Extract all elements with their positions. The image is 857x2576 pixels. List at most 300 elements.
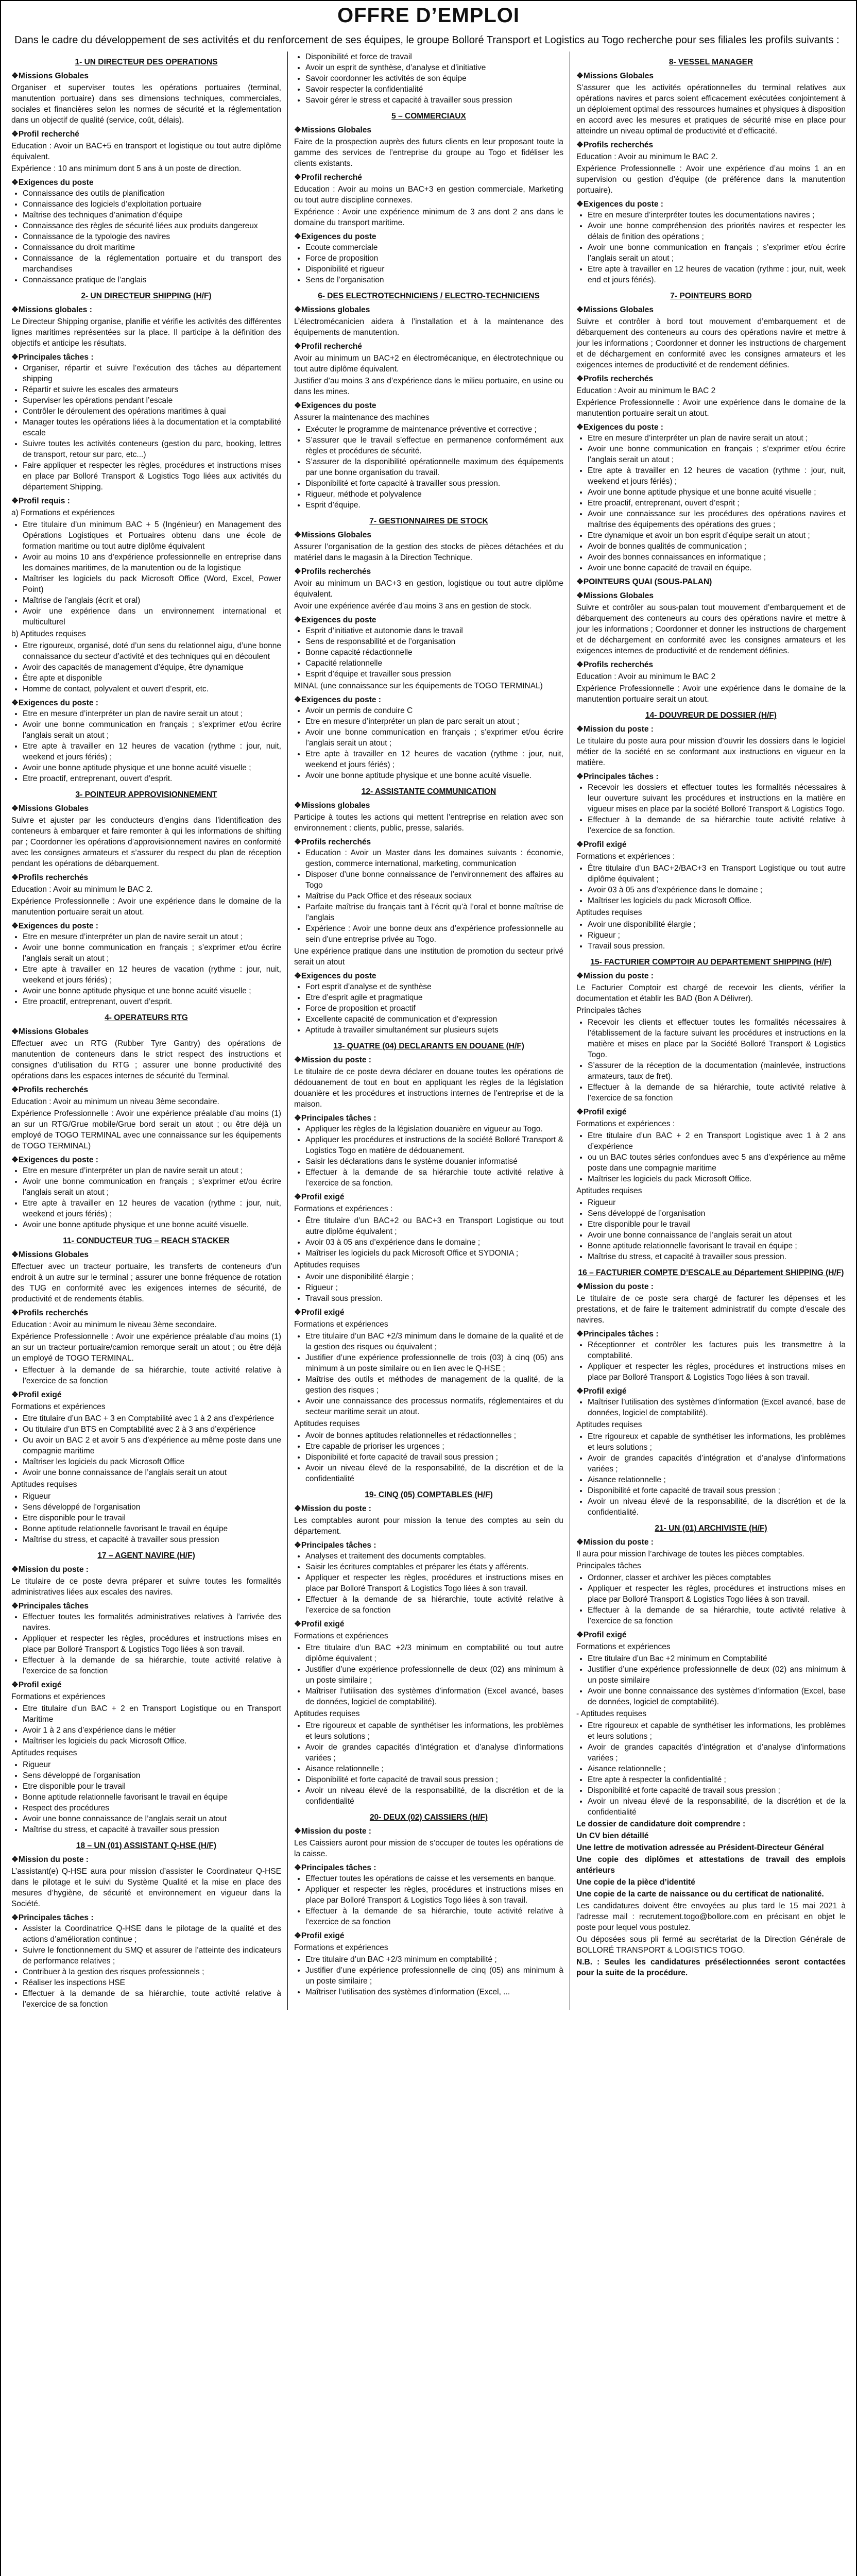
subheading: ❖ Exigences du poste (294, 971, 563, 981)
bullet-item: • Etre disponible pour le travail (23, 1781, 281, 1792)
bullet-item: • Maîtriser les logiciels du pack Microsoft Office (Word, Excel, Power Point) (23, 573, 281, 595)
bullet-item: • Etre titulaire d’un BAC +2/3 minimum en comptabilité ou tout autre diplôme équivalent ; (305, 1642, 563, 1664)
bullet-item: • Maîtrise de l’anglais (écrit et oral) (23, 595, 281, 606)
subheading: ❖ Profils recherchés (294, 837, 563, 848)
paragraph: Aptitudes requises (576, 908, 642, 917)
subheading: ❖ Profils recherchés (11, 1084, 281, 1095)
bullet-item: • Avoir une expérience dans un environnement international et multiculturel (23, 606, 281, 628)
paragraph: Education : Avoir au minimum le niveau 3ème secondaire. (11, 1320, 217, 1329)
section-title: 1- UN DIRECTEUR DES OPERATIONS (75, 58, 218, 66)
bullet-item: • Disponibilité et forte capacité de travail sous pression ; (305, 1452, 563, 1463)
bullet-item: • Etre titulaire d’un BAC +2/3 minimum en comptabilité ; (305, 1954, 563, 1965)
subheading: ❖ Exigences du poste (294, 231, 563, 242)
section-title: 11- CONDUCTEUR TUG – REACH STACKER (63, 1236, 230, 1245)
bullet-item: • Etre rigoureux et capable de synthétiser les informations, les problèmes et leurs solutions ; (588, 1431, 846, 1453)
bullet-list (11, 1413, 281, 1478)
bullet-item: • S’assurer de la réception de la documentation (mainlevée, instructions armateurs, taux de fret). (588, 1060, 846, 1082)
bullet-list (576, 919, 846, 952)
paragraph: Une expérience pratique dans une institution de promotion du secteur privé serait un atout (294, 947, 563, 967)
bullet-item: • Exécuter le programme de maintenance préventive et corrective ; (305, 424, 563, 435)
bullet-item: • Avoir 03 à 05 ans d’expérience dans le domaine ; (588, 885, 846, 895)
bullet-item: • Sens de l’organisation (305, 275, 563, 285)
subheading: ❖ Exigences du poste (294, 400, 563, 411)
section-title: 21- UN (01) ARCHIVISTE (H/F) (655, 1524, 767, 1533)
application-note: Une lettre de motivation adressée au Président-Directeur Général (576, 1843, 824, 1852)
bullet-item: • Etre capable de prioriser les urgences ; (305, 1441, 563, 1452)
section-title: 6- DES ELECTROTECHNICIENS / ELECTRO-TECHNICIENS (318, 292, 540, 300)
bullet-item: • Force de proposition (305, 253, 563, 264)
subheading: ❖ Profil recherché (294, 341, 563, 352)
bullet-list (11, 1165, 281, 1230)
bullet-list (11, 931, 281, 1007)
bullet-item: • Etre proactif, entreprenant, ouvert d’esprit. (23, 996, 281, 1007)
subheading: ❖ Mission du poste : (576, 1281, 846, 1292)
section-title: 8- VESSEL MANAGER (669, 58, 753, 66)
paragraph: Organiser et superviser toutes les opérations portuaires (terminal, manutention portuaire) dans ses dimensions techniques, commerciales, sociales et financières selon les normes de sécurité et la réglementation dans un objectif de qualité (service, coût, délais). (11, 83, 281, 125)
bullet-item: • Etre titulaire d’un minimum BAC + 5 (Ingénieur) en Management des Opérations Logistiques et Portuaires obtenu dans une école de formation maritime ou tout autre diplôme équivalent (23, 519, 281, 552)
bullet-item: • Assister la Coordinatrice Q-HSE dans le pilotage de la qualité et des actions d’amélioration continue ; (23, 1923, 281, 1945)
subheading: ❖ Profils recherchés (11, 1308, 281, 1318)
bullet-item: • Etre en mesure d’interpréter un plan de navire serait un atout ; (23, 1165, 281, 1176)
paragraph: Expérience : 10 ans minimum dont 5 ans à un poste de direction. (11, 164, 242, 173)
bullet-item: • Contrôler le déroulement des opérations maritimes à quai (23, 406, 281, 417)
paragraph: Assurer la maintenance des machines (294, 413, 430, 422)
subheading: ❖ Profil exigé (294, 1619, 563, 1630)
bullet-item: • Sens développé de l’organisation (23, 1502, 281, 1513)
bullet-item: • Faire appliquer et respecter les règles, procédures et instructions mises en place par Bolloré Transport & Logistics Togo liées aux activités du département Shipping. (23, 460, 281, 493)
bullet-list (294, 1272, 563, 1304)
column-1 (5, 52, 287, 2010)
bullet-item: • Appliquer et respecter les règles, procédures et instructions mises en place par Bolloré Transport & Logistics Togo liées à son travail. (305, 1572, 563, 1594)
bullet-item: • Fort esprit d’analyse et de synthèse (305, 981, 563, 992)
bullet-item: • Être titulaire d’un BAC+2 ou BAC+3 en Transport Logistique ou tout autre diplôme équivalent ; (305, 1215, 563, 1237)
bullet-list (576, 1340, 846, 1383)
bullet-item: • Effectuer à la demande de sa hiérarchie, toute activité relative à l’exercice de sa fonction (305, 1594, 563, 1616)
paragraph: MINAL (une connaissance sur les équipements de TOGO TERMINAL) (294, 682, 543, 690)
paragraph: Participe à toutes les actions qui mettent l’entreprise en relation avec son environnement : clients, public, presse, salariés. (294, 813, 563, 833)
bullet-item: • Etre titulaire d’un Bac +2 minimum en Comptabilité (588, 1653, 846, 1664)
subheading: ❖ Exigences du poste : (11, 921, 281, 931)
bullet-item: • Avoir une disponibilité élargie ; (305, 1272, 563, 1282)
section-title: 3- POINTEUR APPROVISIONNEMENT (75, 790, 217, 799)
section-title: 16 – FACTURIER COMPTE D’ESCALE au Département SHIPPING (H/F) (578, 1268, 844, 1277)
bullet-list (11, 1923, 281, 2010)
bullet-item: • Etre apte à travailler en 12 heures de vacation (rythme : jour, nuit, weekend et jours fériés) ; (305, 749, 563, 770)
bullet-item: • Connaissance des outils de planification (23, 188, 281, 199)
bullet-item: • Maîtriser les logiciels du pack Microsoft Office. (588, 1174, 846, 1184)
bullet-item: • Avoir une bonne communication en français ; s’exprimer et/ou écrire l’anglais serait un atout ; (588, 242, 846, 264)
bullet-item: • Avoir un permis de conduire C (305, 705, 563, 716)
paragraph: Expérience Professionnelle : Avoir une expérience d’au moins 1 an en supervision ou gestion d’équipe (de préférence dans la manutention portuaire). (576, 164, 846, 195)
section-title: 17 – AGENT NAVIRE (H/F) (97, 1551, 195, 1560)
bullet-item: • Etre en mesure d’interpréter un plan de navire serait un atout ; (588, 433, 846, 444)
bullet-item: • Avoir une bonne communication en français ; s’exprimer et/ou écrire l’anglais serait un atout ; (23, 1176, 281, 1198)
bullet-item: • Effectuer toutes les opérations de caisse et les versements en banque. (305, 1873, 563, 1884)
paragraph: a) Formations et expériences (11, 509, 115, 517)
bullet-item: • Répartir et suivre les escales des armateurs (23, 384, 281, 395)
bullet-item: • Avoir une bonne connaissance des systèmes d’information (Excel, base de données, logiciel de comptabilité). (588, 1686, 846, 1707)
bullet-item: • Ou avoir un BAC 2 et avoir 5 ans d’expérience au même poste dans une compagnie maritime (23, 1435, 281, 1456)
bullet-item: • Etre apte à travailler en 12 heures de vacation (rythme : jour, nuit, week end et jours fériés). (588, 264, 846, 285)
columns (1, 52, 856, 2010)
subheading: ❖ Profil exigé (294, 1307, 563, 1318)
bullet-item: • Bonne aptitude relationnelle favorisant le travail en équipe (23, 1792, 281, 1803)
paragraph: Education : Avoir un BAC+5 en transport et logistique ou tout autre diplôme équivalent. (11, 142, 281, 161)
paragraph: Ou déposées sous pli fermé au secrétariat de la Direction Générale de BOLLORÉ TRANSPORT & LOGISTICS TOGO. (576, 1935, 846, 1955)
bullet-item: • Connaissance pratique de l’anglais (23, 275, 281, 285)
subheading: ❖ Exigences du poste : (11, 1155, 281, 1165)
subheading: ❖ Mission du poste : (11, 1854, 281, 1865)
paragraph: Suivre et ajuster par les conducteurs d’engins dans l’identification des conteneurs à embarquer et faire remonter à qui les informations de shifting par ; Coordonner les opérations d’approvisionnement navires en conformité avec les consignes armateurs et s’assurer du respect du plan de réception pendant les opérations de débarquement. (11, 816, 281, 868)
bullet-list (576, 782, 846, 836)
paragraph: Formations et expériences : (576, 852, 675, 861)
paragraph: S’assurer que les activités opérationnelles du terminal relatives aux opérations navires et parcs soient efficacement exécutées conjointement à un déploiement optimal des ressources humaines et physiques à disposition en accord avec les mesures et pratiques de sécurité mise en place pour atteindre un niveau optimal de productivité et d’efficacité. (576, 83, 846, 135)
bullet-list (576, 1431, 846, 1518)
subheading: ❖ Exigences du poste (11, 177, 281, 188)
paragraph: Suivre et contrôler au sous-palan tout mouvement d’embarquement et de débarquement des conteneurs au cours des opérations navire et mettre à jour les informations ; Coordonner et donner les instructions de chargement et de déchargement en conformité avec les consignes armateurs et les exigences internes de productivité et de rendement définies. (576, 603, 846, 655)
intro-paragraph: Dans le cadre du développement de ses activités et du renforcement de ses équipes, le groupe Bolloré Transport et Logistics au Togo recherche pour ses filiales les profils suivants : (14, 35, 839, 46)
bullet-item: • Disposer d’une bonne connaissance de l’environnement des affaires au Togo (305, 869, 563, 891)
bullet-item: • Appliquer et respecter les règles, procédures et instructions mises en place par Bolloré Transport & Logistics Togo liées à son travail. (305, 1884, 563, 1906)
bullet-item: • ou un BAC toutes séries confondues avec 5 ans d’expérience au même poste dans une compagnie maritime (588, 1152, 846, 1174)
paragraph: Formations et expériences (294, 1320, 388, 1329)
bullet-item: • Maîtriser les logiciels du pack Microsoft Office (23, 1456, 281, 1467)
bullet-item: • Avoir une bonne aptitude physique et une bonne acuité visuelle ; (588, 487, 846, 498)
bullet-item: • Avoir une bonne aptitude physique et une bonne acuité visuelle. (305, 770, 563, 781)
bullet-item: • Respect des procédures (23, 1803, 281, 1814)
bullet-item: • Bonne capacité rédactionnelle (305, 647, 563, 658)
bullet-list (294, 848, 563, 945)
subheading: ❖ Profil recherché (11, 129, 281, 140)
bullet-item: • Aisance relationnelle ; (588, 1475, 846, 1485)
bullet-item: • Réaliser les inspections HSE (23, 1977, 281, 1988)
bullet-item: • Connaissance des règles de sécurité liées aux produits dangereux (23, 221, 281, 231)
paragraph: Suivre et contrôler à bord tout mouvement d’embarquement et de débarquement des conteneurs au cours des opérations navire et mettre à jour les informations ; Coordonner et donner les instructions de chargement et de déchargement en conformité avec les consignes armateurs et les exigences internes de productivité et de rendement définies. (576, 317, 846, 369)
subheading: ❖ Missions Globales (11, 1026, 281, 1037)
subheading: ❖ Principales tâches : (576, 771, 846, 782)
paragraph: Assurer l’organisation de la gestion des stocks de pièces détachées et du matériel dans le magasin à la Direction Technique. (294, 543, 563, 562)
subheading: ❖ Principales tâches : (11, 1912, 281, 1923)
bullet-item: • Avoir de bonnes aptitudes relationnelles et rédactionnelles ; (305, 1430, 563, 1441)
subheading: ❖ Profil exigé (11, 1680, 281, 1690)
paragraph: Education : Avoir au minimum le BAC 2. (11, 885, 153, 894)
paragraph: Le titulaire du poste aura pour mission d’ouvrir les dossiers dans le logiciel métier de la société en se conformant aux instructions en vigueur en la matière. (576, 737, 846, 767)
bullet-item: • Savoir gérer le stress et capacité à travailler sous pression (305, 95, 563, 106)
subheading: ❖ Principales tâches : (576, 1329, 846, 1340)
bullet-item: • Ecoute commerciale (305, 242, 563, 253)
bullet-item: • Avoir de grandes capacités d’intégration et d’analyse d’informations variées ; (305, 1742, 563, 1764)
bullet-list (11, 188, 281, 285)
bullet-item: • Savoir respecter la confidentialité (305, 84, 563, 95)
subheading: ❖ Principales tâches (11, 1601, 281, 1612)
bullet-item: • Rigueur ; (305, 1282, 563, 1293)
bullet-item: • Avoir un niveau élevé de la responsabilité, de la discrétion et de la confidentialité (305, 1463, 563, 1484)
bullet-item: • Etre dynamique et avoir un bon esprit d’équipe serait un atout ; (588, 530, 846, 541)
subheading: ❖ Missions globales (294, 800, 563, 811)
bullet-item: • Bonne aptitude relationnelle favorisant le travail en équipe (23, 1523, 281, 1534)
paragraph: Expérience Professionnelle : Avoir une expérience préalable d’au moins (1) an sur un RTG/Grue mobile/Grue bord serait un atout ; ou être déjà un employé de TOGO TERMINAL avec une connaissance sur les équipements de TOGO TERMINAL) (11, 1109, 281, 1150)
bullet-item: • Aisance relationnelle ; (305, 1764, 563, 1774)
bullet-item: • Rigueur (23, 1491, 281, 1502)
bullet-list (11, 708, 281, 784)
subheading: ❖ Profils recherchés (294, 566, 563, 577)
bullet-item: • Disponibilité et forte capacité de travail sous pression ; (305, 1774, 563, 1785)
bullet-item: • Maîtrise du stress, et capacité à travailler sous pression (23, 1824, 281, 1835)
application-note: Un CV bien détaillé (576, 1832, 649, 1840)
section-title: 12- ASSISTANTE COMMUNICATION (361, 787, 496, 796)
bullet-item: • Justifier d’une expérience professionnelle de deux (02) ans minimum à un poste similaire ; (305, 1664, 563, 1686)
paragraph: Expérience Professionnelle : Avoir une expérience dans le domaine de la manutention portuaire serait un atout. (576, 398, 846, 418)
paragraph: Aptitudes requises (11, 1749, 77, 1757)
bullet-item: • Justifier d’une expérience professionnelle de deux (02) ans minimum à un poste similaire (588, 1664, 846, 1686)
paragraph: Aptitudes requises (11, 1480, 77, 1489)
paragraph: Le Directeur Shipping organise, planifie et vérifie les activités des différentes lignes maritimes représentées sur la place. Il participe à la définition des objectifs et anticipe les résultats. (11, 317, 281, 348)
bullet-item: • Avoir 03 à 05 ans d’expérience dans le domaine ; (305, 1237, 563, 1248)
subheading: ❖ Mission du poste : (11, 1564, 281, 1575)
subheading: ❖ Mission du poste : (294, 1055, 563, 1065)
bullet-list (11, 519, 281, 628)
bullet-item: • Avoir une disponibilité élargie ; (588, 919, 846, 930)
bullet-item: • Maîtrise du stress, et capacité à travailler sous pression (23, 1534, 281, 1545)
bullet-list (294, 1642, 563, 1707)
bullet-list (294, 1551, 563, 1616)
bullet-item: • Appliquer les règles de la législation douanière en vigueur au Togo. (305, 1124, 563, 1134)
bullet-item: • Avoir une bonne communication en français ; s’exprimer et/ou écrire l’anglais serait un atout ; (23, 719, 281, 741)
bullet-item: • Avoir une bonne capacité de travail en équipe. (588, 563, 846, 573)
bullet-item: • Etre titulaire d’un BAC + 3 en Comptabilité avec 1 à 2 ans d’expérience (23, 1413, 281, 1424)
bullet-item: • Rigueur (588, 1197, 846, 1208)
bullet-item: • Avoir des bonnes connaissances en informatique ; (588, 552, 846, 563)
paragraph: Le Facturier Comptoir est chargé de recevoir les clients, vérifier la documentation et établir les BAD (Bon A Délivrer). (576, 984, 846, 1003)
bullet-list (576, 1017, 846, 1104)
paragraph: Expérience Professionnelle : Avoir une expérience préalable d’au moins (1) an sur un tracteur portuaire/camion remorque serait un atout ; ou être déjà un employé de TOGO TERMINAL. (11, 1332, 281, 1363)
bullet-item: • Parfaite maîtrise du français tant à l’écrit qu’à l’oral et bonne maîtrise de l’anglais (305, 902, 563, 923)
bullet-list (576, 1397, 846, 1418)
bullet-item: • Avoir une connaissance des processus normatifs, réglementaires et du secteur maritime serait un atout. (305, 1396, 563, 1417)
section-title: 19- CINQ (05) COMPTABLES (H/F) (365, 1490, 493, 1499)
bullet-item: • Effectuer à la demande de sa hiérarchie, toute activité relative à l’exercice de sa fonction (588, 1082, 846, 1104)
bullet-item: • Maîtriser l’utilisation des systèmes d’information (Excel avancé, bases de données, logiciel de comptabilité). (305, 1686, 563, 1707)
bullet-item: • Saisir les déclarations dans le système douanier informatisé (305, 1156, 563, 1167)
bullet-list (294, 981, 563, 1036)
paragraph: Aptitudes requises (294, 1419, 360, 1428)
subheading: ❖ Principales tâches : (294, 1862, 563, 1873)
paragraph: Principales tâches (576, 1006, 641, 1015)
subheading: ❖ Profil exigé (576, 1630, 846, 1640)
bullet-item: • Avoir au moins 10 ans d’expérience professionnelle en entreprise dans les domaines maritimes, de la manutention ou de la logistique (23, 552, 281, 573)
section-title: 4- OPERATEURS RTG (105, 1013, 188, 1022)
bullet-item: • Appliquer les procédures et instructions de la société Bolloré Transport & Logistics Togo en matière de dédouanement. (305, 1134, 563, 1156)
paragraph: Le titulaire de ce poste devra déclarer en douane toutes les opérations de dédouanement de tout en bout en appliquant les règles de la législation douanière et les procédures et instructions internes de l’entreprise et de la maison. (294, 1067, 563, 1109)
bullet-item: • Avoir de grandes capacités d’intégration et d’analyse d’informations variées ; (588, 1742, 846, 1764)
bullet-item: • Maîtrise des techniques d’animation d’équipe (23, 210, 281, 221)
subheading: ❖ Missions Globales (576, 71, 846, 81)
bullet-item: • Esprit d’initiative et autonomie dans le travail (305, 625, 563, 636)
bullet-item: • Effectuer à la demande de sa hiérarchie, toute activité relative à l’exercice de sa fonction (588, 1605, 846, 1626)
subheading: ❖ Principales tâches : (11, 352, 281, 363)
bullet-list (11, 1491, 281, 1545)
bullet-item: • Etre en mesure d’interpréter un plan de parc serait un atout ; (305, 716, 563, 727)
subheading: ❖ Principales tâches : (294, 1540, 563, 1551)
bullet-item: • Esprit d’équipe et travailler sous pression (305, 669, 563, 680)
bullet-item: • Etre rigoureux et capable de synthétiser les informations, les problèmes et leurs solutions ; (588, 1720, 846, 1742)
application-note: Le dossier de candidature doit comprendre : (576, 1820, 746, 1828)
subheading: ❖ Missions Globales (576, 590, 846, 601)
bullet-item: • Etre apte à travailler en 12 heures de vacation (rythme : jour, nuit, weekend et jours fériés) ; (23, 1198, 281, 1219)
paragraph: Les Caissiers auront pour mission de s’occuper de toutes les opérations de la caisse. (294, 1839, 563, 1858)
paragraph: Formations et expériences : (294, 1205, 393, 1213)
subheading: ❖ Profil exigé (576, 1107, 846, 1117)
paragraph: Aptitudes requises (294, 1709, 360, 1718)
bullet-item: • Avoir une bonne connaissance de l’anglais serait un atout (588, 1230, 846, 1241)
bullet-item: • Etre disponible pour le travail (23, 1513, 281, 1523)
paragraph: Expérience : Avoir une expérience minimum de 3 ans dont 2 ans dans le domaine du transport maritime. (294, 208, 563, 227)
bullet-item: • Disponibilité et forte capacité de travail sous pression ; (588, 1485, 846, 1496)
bullet-item: • Etre titulaire d’un BAC + 2 en Transport Logistique ou en Transport Maritime (23, 1703, 281, 1725)
subheading: ❖ Exigences du poste (294, 615, 563, 625)
bullet-item: • Effectuer à la demande de sa hiérarchie, toute activité relative à l’exercice de sa fonction (23, 1655, 281, 1676)
paragraph: Formations et expériences (576, 1642, 671, 1651)
bullet-item: • Saisir les écritures comptables et préparer les états y afférents. (305, 1562, 563, 1572)
bullet-item: • Effectuer toutes les formalités administratives relatives à l’arrivée des navires. (23, 1612, 281, 1633)
paragraph: Avoir au minimum un BAC+3 en gestion, logistique ou tout autre diplôme équivalent. (294, 579, 563, 599)
paragraph: Effectuer avec un RTG (Rubber Tyre Gantry) des opérations de manutention de conteneurs dans le strict respect des instructions et consignes d’utilisation du RTG ; assurer une bonne productivité des opérations dans les espaces internes de sécurité du Terminal. (11, 1039, 281, 1080)
bullet-item: • Ordonner, classer et archiver les pièces comptables (588, 1572, 846, 1583)
paragraph: Les comptables auront pour mission la tenue des comptes au sein du département. (294, 1516, 563, 1536)
bullet-item: • Effectuer à la demande de sa hiérarchie, toute activité relative à l’exercice de sa fonction (23, 1988, 281, 2010)
bullet-item: • Connaissance du droit maritime (23, 242, 281, 253)
subheading: ❖ Missions Globales (576, 304, 846, 315)
paragraph: Avoir au minimum un BAC+2 en électromécanique, en électrotechnique ou tout autre diplôme équivalent. (294, 354, 563, 374)
bullet-list (294, 1430, 563, 1484)
bullet-list (576, 1197, 846, 1262)
subheading: ❖ Exigences du poste : (294, 694, 563, 705)
application-note: N.B. : Seules les candidatures présélectionnées seront contactées pour la suite de la procédure. (576, 1958, 846, 1977)
bullet-item: • Rigueur (23, 1759, 281, 1770)
paragraph: Le titulaire de ce poste devra préparer et suivre toutes les formalités administratives liées aux escales des navires. (11, 1577, 281, 1597)
bullet-item: • Aptitude à travailler simultanément sur plusieurs sujets (305, 1025, 563, 1036)
bullet-item: • Avoir une bonne communication en français ; s’exprimer et/ou écrire l’anglais serait un atout ; (588, 444, 846, 465)
bullet-item: • Superviser les opérations pendant l’escale (23, 395, 281, 406)
bullet-list (11, 1612, 281, 1676)
bullet-item: • Savoir coordonner les activités de son équipe (305, 73, 563, 84)
subheading: ❖ Profils recherchés (576, 374, 846, 384)
section-title: 14- DOUVREUR DE DOSSIER (H/F) (645, 711, 777, 720)
subheading: ❖ Profil exigé (11, 1389, 281, 1400)
bullet-item: • Maîtriser les logiciels du pack Microsoft Office. (588, 895, 846, 906)
bullet-item: • Ou titulaire d’un BTS en Comptabilité avec 2 à 3 ans d’expérience (23, 1424, 281, 1435)
bullet-item: • Suivre toutes les activités conteneurs (gestion du parc, booking, lettres de transport, retour sur parc, etc...) (23, 438, 281, 460)
bullet-item: • Esprit d’équipe. (305, 500, 563, 511)
paragraph: Aptitudes requises (294, 1261, 360, 1269)
bullet-list (294, 1215, 563, 1259)
bullet-item: • Avoir de grandes capacités d’intégration et d’analyse d’informations variées ; (588, 1453, 846, 1475)
bullet-item: • Effectuer à la demande de sa hiérarchie, toute activité relative à l’exercice de sa fonction (23, 1365, 281, 1386)
subheading: ❖ Profil exigé (576, 839, 846, 850)
bullet-item: • Education : Avoir un Master dans les domaines suivants : économie, gestion, commerce international, marketing, communication (305, 848, 563, 869)
paragraph: Education : Avoir au minimum le BAC 2 (576, 386, 716, 395)
bullet-item: • Avoir une bonne aptitude physique et une bonne acuité visuelle. (23, 1219, 281, 1230)
paragraph: L’assistant(e) Q-HSE aura pour mission d’assister le Coordinateur Q-HSE dans le pilotage et le suivi du Système Qualité et la mise en place des mesures d’hygiène, de sécurité et environnement en vigueur dans la Société. (11, 1867, 281, 1908)
subheading: ❖ Mission du poste : (576, 724, 846, 735)
bullet-list (294, 1873, 563, 1927)
bullet-list (294, 1124, 563, 1189)
bullet-item: • Etre rigoureux, organisé, doté d’un sens du relationnel aigu, d’une bonne connaissance du secteur d’activité et des techniques qui en découlent (23, 640, 281, 662)
section-title: 7- POINTEURS BORD (670, 292, 752, 300)
bullet-item: • Maîtriser les logiciels du pack Microsoft Office. (23, 1736, 281, 1747)
bullet-item: • Rigueur ; (588, 930, 846, 941)
subheading: ❖ Profils recherchés (576, 140, 846, 150)
bullet-item: • Effectuer à la demande de sa hiérarchie toute activité relative à l’exercice de sa fonction. (305, 1167, 563, 1189)
bullet-item: • Connaissance de la typologie des navires (23, 231, 281, 242)
bullet-item: • Etre apte à respecter la confidentialité ; (588, 1774, 846, 1785)
bullet-list (576, 210, 846, 285)
bullet-item: • Effectuer à la demande de sa hiérarchie toute activité relative à l’exercice de sa fonction. (588, 815, 846, 836)
bullet-list (11, 640, 281, 694)
bullet-item: • Etre titulaire d’un BAC + 2 en Transport Logistique avec 1 à 2 ans d’expérience (588, 1130, 846, 1152)
bullet-list (11, 1703, 281, 1747)
bullet-item: • Disponibilité et force de travail (305, 52, 563, 62)
paragraph: Formations et expériences (11, 1402, 106, 1411)
bullet-item: • Contribuer à la gestion des risques professionnels ; (23, 1967, 281, 1977)
paragraph: Education : Avoir au moins un BAC+3 en gestion commerciale, Marketing ou tout autre discipline connexes. (294, 185, 563, 205)
subheading: ❖ Mission du poste : (294, 1503, 563, 1514)
bullet-item: • Avoir un niveau élevé de la responsabilité, de la discrétion et de la confidentialité (305, 1785, 563, 1807)
paragraph: Formations et expériences : (576, 1120, 675, 1128)
subheading: ❖ Missions globales (294, 304, 563, 315)
bullet-item: • Etre d’esprit agile et pragmatique (305, 992, 563, 1003)
bullet-item: • Être titulaire d’un BAC+2/BAC+3 en Transport Logistique ou tout autre diplôme équivalent ; (588, 863, 846, 885)
subheading: ❖ Profil recherché (294, 172, 563, 183)
subheading: ❖ Missions Globales (11, 803, 281, 814)
subheading: ❖ Missions Globales (11, 71, 281, 81)
bullet-item: • Expérience : Avoir une bonne deux ans d’expérience professionnelle au sein d’une entreprise privée au Togo. (305, 923, 563, 945)
bullet-item: • Recevoir les dossiers et effectuer toutes les formalités nécessaires à leur ouverture suivant les procédures et instructions en la matière en vigueur mises en place par la société Bolloré Transport & Logistics Togo. (588, 782, 846, 815)
bullet-list (576, 1720, 846, 1818)
bullet-item: • Maîtriser l’utilisation des systèmes d’information (Excel, ... (305, 1987, 563, 1997)
bullet-item: • Justifier d’une expérience professionnelle de trois (03) à cinq (05) ans minimum à un poste similaire ou en lien avec le Q-HSE ; (305, 1352, 563, 1374)
paragraph: Principales tâches (576, 1562, 641, 1570)
bullet-item: • Avoir une bonne aptitude physique et une bonne acuité visuelle ; (23, 986, 281, 996)
bullet-item: • Connaissance de la réglementation portuaire et du transport des marchandises (23, 253, 281, 275)
bullet-item: • Etre titulaire d’un BAC +2/3 minimum dans le domaine de la qualité et de la gestion des risques ou équivalent ; (305, 1331, 563, 1352)
bullet-item: • Travail sous pression. (588, 941, 846, 952)
bullet-item: • Travail sous pression. (305, 1293, 563, 1304)
paragraph: Formations et expériences (294, 1943, 388, 1952)
bullet-list (576, 1572, 846, 1626)
subheading: ❖ Mission du poste : (576, 1537, 846, 1548)
paragraph: Les candidatures doivent être envoyées au plus tard le 15 mai 2021 à l’adresse mail : recrutement.togo@bollore.com en précisant en objet le poste pour lequel vous postulez. (576, 1902, 846, 1932)
bullet-item: • Force de proposition et proactif (305, 1003, 563, 1014)
subheading: ❖ Missions globales : (11, 304, 281, 315)
bullet-item: • S’assurer que le travail s’effectue en permanence conformément aux règles et procédures de sécurité. (305, 435, 563, 456)
bullet-item: • Etre en mesure d’interpréter un plan de navire serait un atout ; (23, 708, 281, 719)
paragraph: Formations et expériences (294, 1632, 388, 1640)
bullet-item: • Recevoir les clients et effectuer toutes les formalités nécessaires à l’établissement de la facture suivant les procédures et instructions en la matière et mises en place par la Société Bolloré Transport & Logistics Togo. (588, 1017, 846, 1060)
bullet-item: • Avoir une bonne aptitude physique et une bonne acuité visuelle ; (23, 762, 281, 773)
paragraph: Education : Avoir au minimum un niveau 3ème secondaire. (11, 1097, 219, 1106)
paragraph: - Aptitudes requises (576, 1709, 647, 1718)
bullet-item: • Appliquer et respecter les règles, procédures et instructions mises en place par Bolloré Transport & Logistics Togo liées à son travail. (23, 1633, 281, 1655)
paragraph: Aptitudes requises (576, 1187, 642, 1195)
bullet-item: • Organiser, répartir et suivre l’exécution des tâches au département shipping (23, 363, 281, 384)
section-title: 7- GESTIONNAIRES DE STOCK (369, 517, 488, 526)
subheading: ❖ Principales tâches : (294, 1113, 563, 1124)
application-note: Une copie de la pièce d’identité (576, 1878, 695, 1887)
paragraph: Justifier d’au moins 3 ans d’expérience dans le milieu portuaire, en usine ou dans les mines. (294, 377, 563, 396)
subheading: ❖ Missions Globales (294, 530, 563, 540)
bullet-item: • Etre en mesure d’interpréter toutes les documentations navires ; (588, 210, 846, 221)
